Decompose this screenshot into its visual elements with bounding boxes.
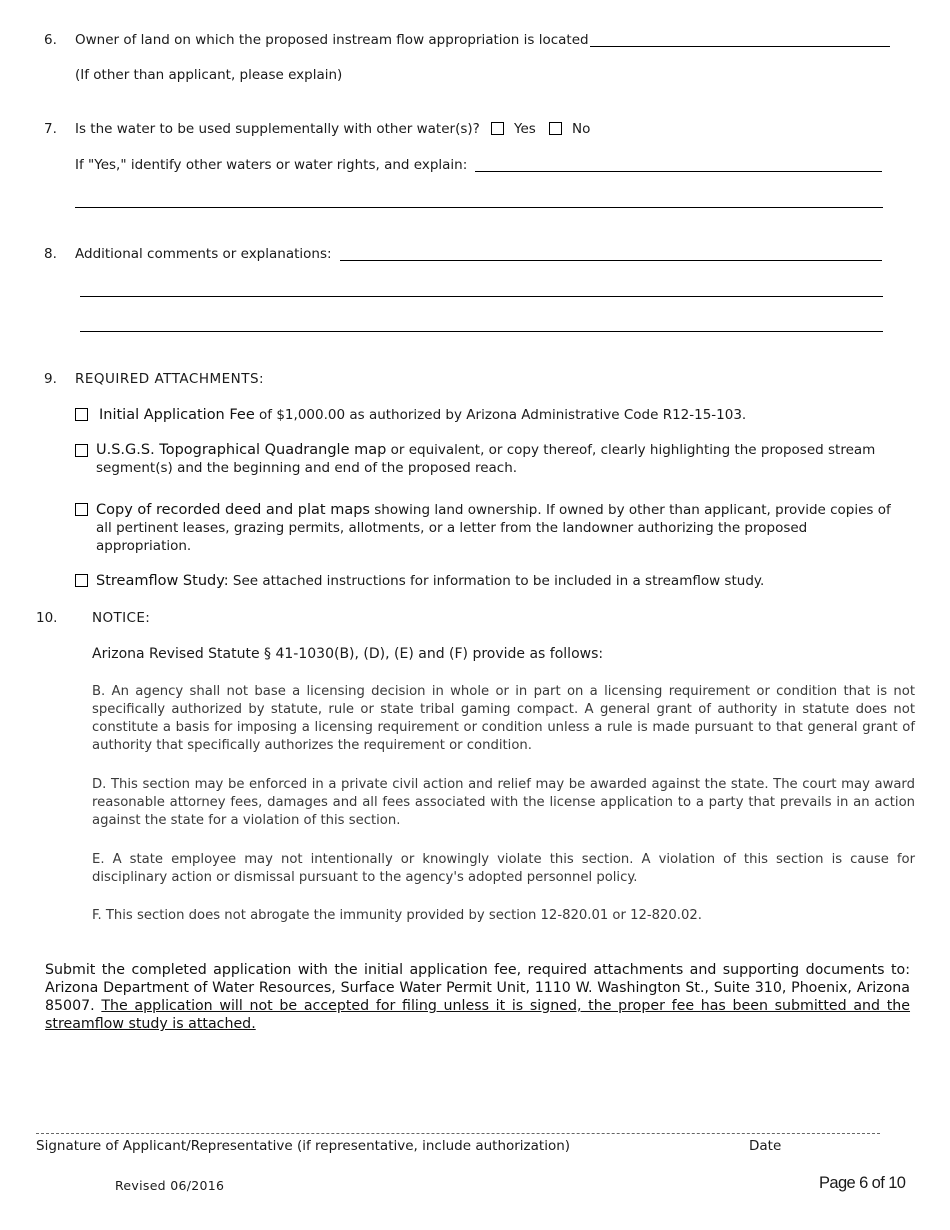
q7-yes-checkbox[interactable] bbox=[491, 122, 504, 135]
attachment-deed-text: showing land ownership. If owned by other than applicant, provide copies of all pertinent leases, grazing permits, allotments, or a letter from the landowner authorizing the proposed appropriation. bbox=[96, 502, 891, 554]
q7-followup: If "Yes," identify other waters or water rights, and explain: bbox=[75, 157, 468, 173]
q7-label: Is the water to be used supplementally with other water(s)? bbox=[75, 121, 480, 137]
q9-title: REQUIRED ATTACHMENTS: bbox=[75, 371, 265, 387]
q7-yes-label: Yes bbox=[514, 121, 536, 137]
notice-paragraph-d: D. This section may be enforced in a private civil action and relief may be awarded against the state. The court may award reasonable attorney fees, damages and all fees associated with the license application to a party that prevails in an action against the state for a violation of this section. bbox=[92, 777, 915, 828]
q7-no-label: No bbox=[572, 121, 591, 137]
attachment-map-lead: U.S.G.S. Topographical Quadrangle map bbox=[96, 442, 387, 458]
q7-answer-line-1[interactable] bbox=[475, 171, 882, 172]
q6-note: (If other than applicant, please explain) bbox=[75, 67, 343, 83]
attachment-map-checkbox[interactable] bbox=[75, 444, 88, 457]
attachment-fee-text: of $1,000.00 as authorized by Arizona Administrative Code R12-15-103. bbox=[254, 407, 747, 423]
submit-text: Submit the completed application with the initial application fee, required attachments and supporting documents to: Arizona Department of Water Resources, Surface Water Permit Unit, 1110 W. Washington St., Suite 310, Phoenix, Arizona 85007. bbox=[45, 962, 910, 1014]
attachment-streamflow bbox=[96, 572, 901, 590]
q6-number: 6. bbox=[44, 32, 57, 48]
attachment-fee-lead: Initial Application Fee bbox=[99, 407, 255, 423]
submit-instructions bbox=[45, 961, 910, 1033]
attachment-streamflow-lead: Streamflow Study: bbox=[96, 573, 229, 589]
attachment-deed-checkbox[interactable] bbox=[75, 503, 88, 516]
notice-paragraph-e: E. A state employee may not intentionally or knowingly violate this section. A violation of this section is cause for disciplinary action or dismissal pursuant to the agency's adopted personnel policy. bbox=[92, 852, 915, 885]
date-label: Date bbox=[749, 1138, 782, 1154]
q8-answer-line-2[interactable] bbox=[80, 296, 883, 297]
attachment-deed-lead: Copy of recorded deed and plat maps bbox=[96, 502, 370, 518]
q8-label: Additional comments or explanations: bbox=[75, 246, 332, 262]
page-number: Page 6 of 10 bbox=[819, 1174, 906, 1192]
notice-paragraph-b: B. An agency shall not base a licensing decision in whole or in part on a licensing requirement or condition that is not specifically authorized by statute, rule or state tribal gaming compact. A general grant of authority in statute does not constitute a basis for imposing a licensing requirement or condition unless a rule is made pursuant to that general grant of authority that specifically authorizes the requirement or condition. bbox=[92, 684, 915, 753]
submit-warning: The application will not be accepted for filing unless it is signed, the proper fee has been submitted and the streamflow study is attached. bbox=[45, 998, 911, 1032]
q8-answer-line-1[interactable] bbox=[340, 260, 882, 261]
statute-intro: Arizona Revised Statute § 41-1030(B), (D), (E) and (F) provide as follows: bbox=[92, 646, 604, 662]
q7-answer-line-2[interactable] bbox=[75, 207, 883, 208]
attachment-deed bbox=[96, 501, 901, 555]
attachment-fee-checkbox[interactable] bbox=[75, 408, 88, 421]
q10-title: NOTICE: bbox=[92, 610, 151, 626]
attachment-streamflow-text: See attached instructions for information to be included in a streamflow study. bbox=[228, 573, 765, 589]
attachment-map-text: or equivalent, or copy thereof, clearly highlighting the proposed stream segment(s) and the beginning and end of the proposed reach. bbox=[96, 442, 876, 476]
signature-line[interactable] bbox=[36, 1133, 880, 1134]
attachment-map bbox=[96, 441, 901, 477]
q10-number: 10. bbox=[36, 610, 58, 626]
q7-no-checkbox[interactable] bbox=[549, 122, 562, 135]
attachment-streamflow-checkbox[interactable] bbox=[75, 574, 88, 587]
q9-number: 9. bbox=[44, 371, 57, 387]
q6-answer-line[interactable] bbox=[590, 46, 890, 47]
q6-label: Owner of land on which the proposed instream flow appropriation is located bbox=[75, 32, 589, 48]
q7-number: 7. bbox=[44, 121, 57, 137]
q8-answer-line-3[interactable] bbox=[80, 331, 883, 332]
attachment-fee bbox=[99, 406, 899, 424]
revised-date: Revised 06/2016 bbox=[115, 1178, 225, 1193]
q8-number: 8. bbox=[44, 246, 57, 262]
notice-paragraph-f: F. This section does not abrogate the immunity provided by section 12-820.01 or 12-820.02. bbox=[92, 908, 702, 923]
signature-label: Signature of Applicant/Representative (if representative, include authorization) bbox=[36, 1138, 571, 1154]
